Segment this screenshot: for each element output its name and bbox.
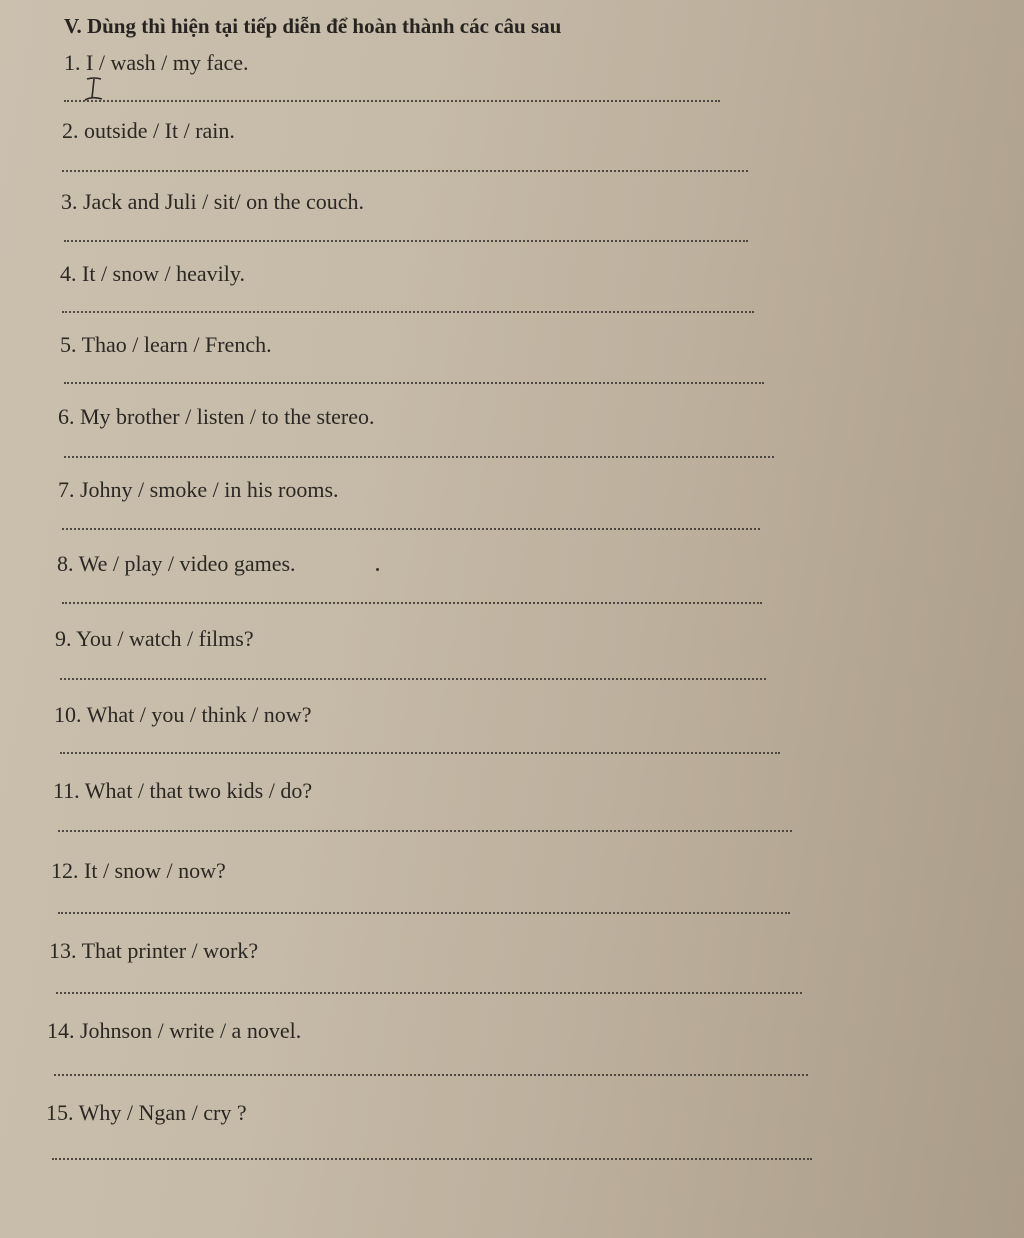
- answer-line-13[interactable]: [56, 992, 802, 994]
- answer-line-5[interactable]: [64, 382, 764, 384]
- answer-line-8[interactable]: [62, 602, 762, 604]
- question-5: 5. Thao / learn / French.: [60, 332, 272, 357]
- question-12: 12. It / snow / now?: [51, 858, 226, 883]
- answer-line-15[interactable]: [52, 1158, 812, 1160]
- answer-line-2[interactable]: [62, 170, 748, 172]
- question-4: 4. It / snow / heavily.: [60, 261, 245, 286]
- question-1: 1. I / wash / my face.: [64, 50, 249, 75]
- answer-line-7[interactable]: [62, 528, 760, 530]
- question-7: 7. Johny / smoke / in his rooms.: [58, 477, 339, 502]
- answer-line-14[interactable]: [54, 1074, 808, 1076]
- ink-speck: [376, 568, 379, 571]
- question-2: 2. outside / It / rain.: [62, 118, 235, 143]
- answer-line-11[interactable]: [58, 830, 792, 832]
- exercise-heading: V. Dùng thì hiện tại tiếp diễn để hoàn thành các câu sau: [64, 14, 562, 38]
- question-14: 14. Johnson / write / a novel.: [47, 1018, 302, 1043]
- answer-line-10[interactable]: [60, 752, 780, 754]
- answer-line-1[interactable]: [64, 100, 720, 102]
- question-13: 13. That printer / work?: [49, 938, 259, 963]
- answer-line-3[interactable]: [64, 240, 748, 242]
- question-3: 3. Jack and Juli / sit/ on the couch.: [61, 189, 365, 214]
- answer-line-6[interactable]: [64, 456, 774, 458]
- question-9: 9. You / watch / films?: [55, 626, 254, 651]
- question-10: 10. What / you / think / now?: [54, 702, 312, 727]
- question-6: 6. My brother / listen / to the stereo.: [58, 404, 375, 429]
- answer-line-9[interactable]: [60, 678, 766, 680]
- question-11: 11. What / that two kids / do?: [53, 778, 313, 803]
- handwritten-cursor-mark: [82, 76, 106, 104]
- question-15: 15. Why / Ngan / cry ?: [46, 1100, 247, 1125]
- answer-line-4[interactable]: [62, 311, 754, 313]
- question-8: 8. We / play / video games.: [57, 551, 296, 576]
- answer-line-12[interactable]: [58, 912, 790, 914]
